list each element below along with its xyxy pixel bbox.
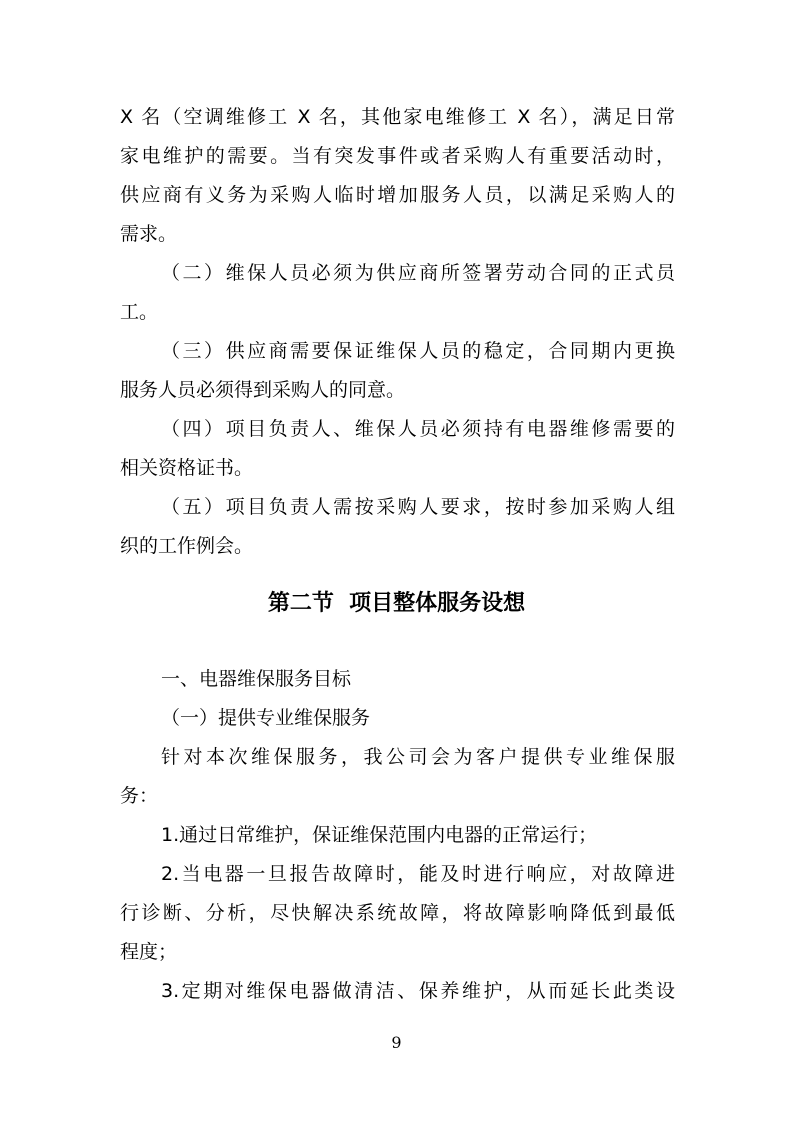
paragraph-line: X 名（空调维修工 X 名，其他家电维修工 X 名），满足日常: [120, 106, 675, 128]
paragraph-line: 针对本次维保服务，我公司会为客户提供专业维保服: [161, 746, 675, 768]
subsection-title: （一）提供专业维保服务: [161, 707, 371, 729]
paragraph-line: 务：: [120, 785, 159, 807]
section-heading: 第二节 项目整体服务设想: [267, 591, 526, 616]
paragraph-line: 织的工作例会。: [120, 535, 254, 557]
page-number: 9: [391, 1033, 402, 1052]
paragraph-line: 家电维护的需要。当有突发事件或者采购人有重要活动时，: [120, 145, 675, 167]
paragraph-line: （二）维保人员必须为供应商所签署劳动合同的正式员: [161, 262, 675, 284]
paragraph-line: （三）供应商需要保证维保人员的稳定，合同期内更换: [161, 340, 675, 362]
subsection-title: 一、电器维保服务目标: [161, 668, 352, 690]
paragraph-line: 工。: [120, 301, 159, 323]
paragraph-line: （五）项目负责人需按采购人要求，按时参加采购人组: [161, 496, 675, 518]
paragraph-line: 相关资格证书。: [120, 457, 254, 479]
paragraph-line: 供应商有义务为采购人临时增加服务人员，以满足采购人的: [120, 184, 675, 206]
paragraph-line: 程度；: [120, 941, 178, 963]
paragraph-line: 行诊断、分析，尽快解决系统故障，将故障影响降低到最低: [120, 902, 675, 924]
paragraph-line: 服务人员必须得到采购人的同意。: [120, 379, 406, 401]
paragraph-line: 需求。: [120, 223, 178, 245]
list-item: 1.通过日常维护，保证维保范围内电器的正常运行；: [161, 824, 598, 846]
list-item: 3.定期对维保电器做清洁、保养维护，从而延长此类设: [161, 980, 675, 1002]
list-item: 2.当电器一旦报告故障时，能及时进行响应，对故障进: [161, 863, 675, 885]
paragraph-line: （四）项目负责人、维保人员必须持有电器维修需要的: [161, 418, 675, 440]
